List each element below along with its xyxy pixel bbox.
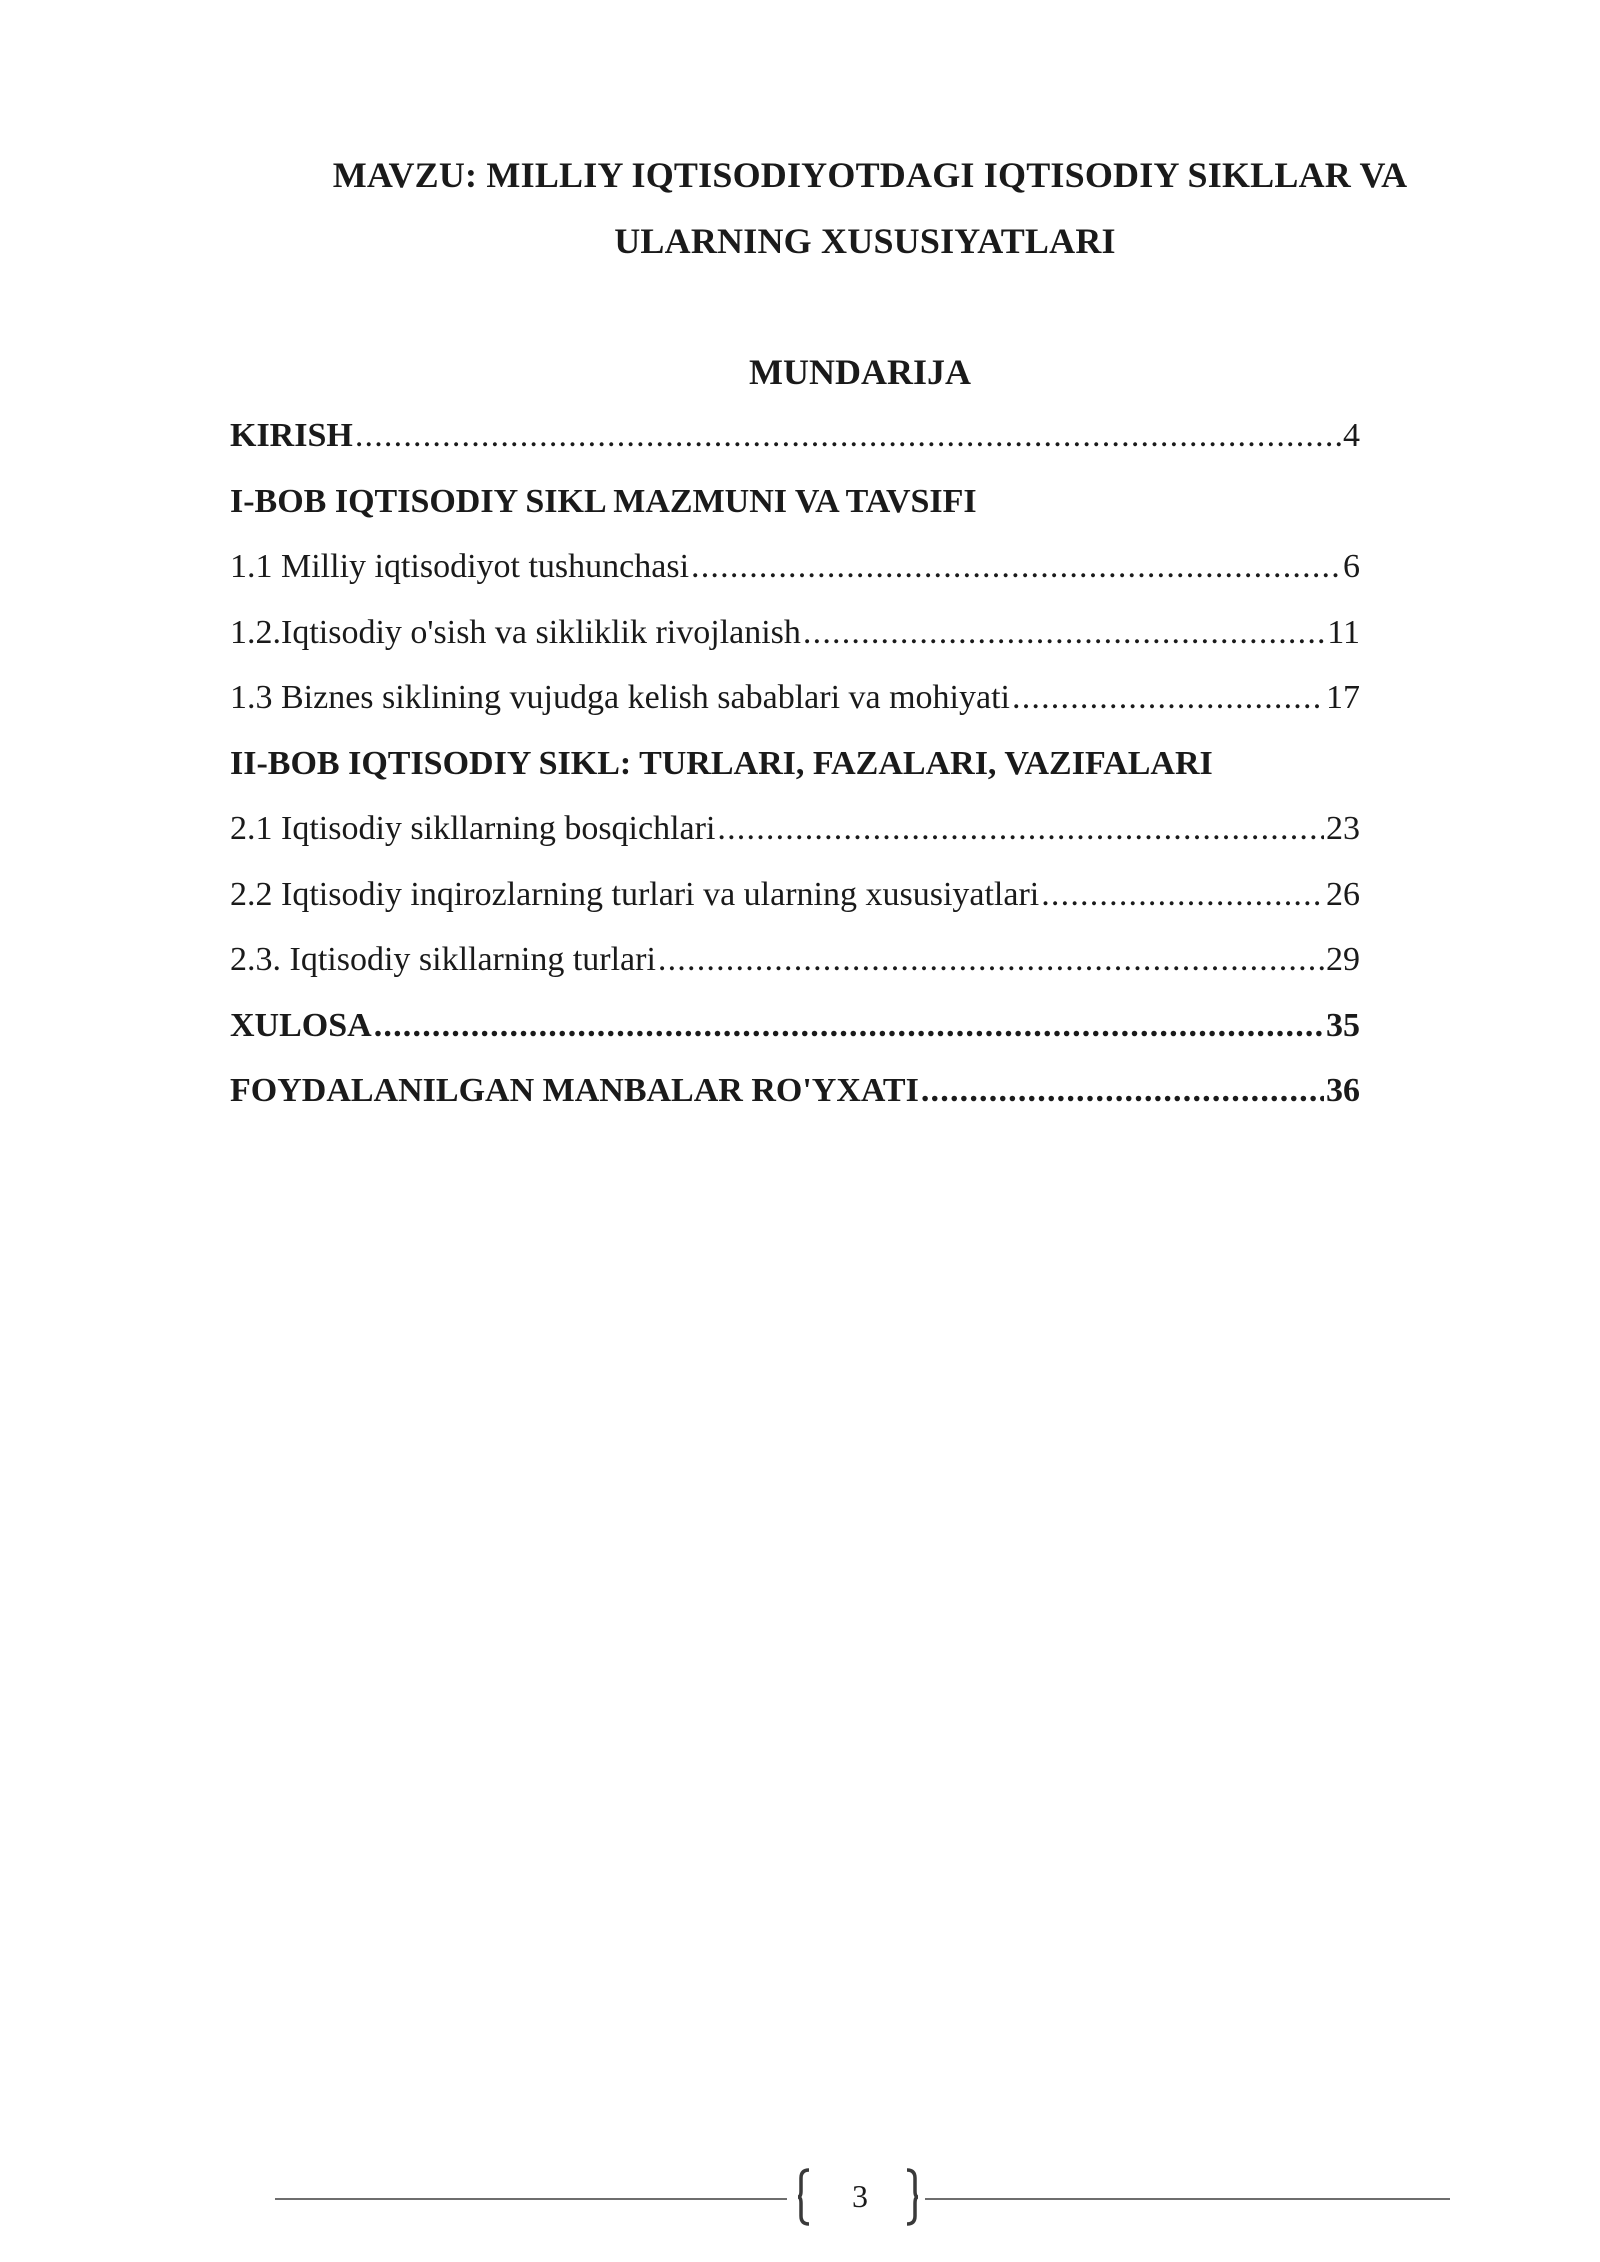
toc-entry-2-3 — [230, 940, 1360, 1006]
toc-leader-dots — [921, 1071, 1324, 1111]
document-title-line-1: MAVZU: MILLIY IQTISODIYOTDAGI IQTISODIY SIKLLAR VA — [332, 155, 1408, 195]
toc-entry-page: 36 — [1326, 1072, 1360, 1109]
toc-leader-dots — [1041, 875, 1324, 915]
toc-entry-1-1 — [230, 547, 1360, 613]
toc-entry-1-3 — [230, 678, 1360, 744]
toc-entry-2-2 — [230, 875, 1360, 941]
toc-entry-page: 23 — [1326, 810, 1360, 847]
toc-entry-label: 2.1 Iqtisodiy sikllarning bosqichlari — [230, 810, 716, 847]
toc-leader-dots — [717, 809, 1324, 849]
toc-chapter-2-heading — [230, 744, 1360, 810]
toc-leader-dots — [691, 547, 1341, 587]
page-number: 3 — [852, 2178, 868, 2214]
page-footer — [275, 2168, 1450, 2228]
toc-entry-page: 4 — [1343, 417, 1360, 454]
toc-chapter-1-heading — [230, 482, 1360, 548]
toc-entry-label: 1.2.Iqtisodiy o'sish va sikliklik rivojlanish — [230, 613, 801, 651]
toc-entry-page: 6 — [1343, 548, 1360, 585]
toc-leader-dots — [1012, 678, 1324, 718]
toc-entry-kirish — [230, 416, 1360, 482]
toc-entry-label: FOYDALANILGAN MANBALAR RO'YXATI — [230, 1072, 919, 1109]
toc-entry-label: 2.2 Iqtisodiy inqirozlarning turlari va ularning xususiyatlari — [230, 875, 1040, 913]
toc-entry-page: 29 — [1326, 941, 1360, 978]
footer-rule-left — [275, 2198, 787, 2200]
toc-entry-label: 1.1 Milliy iqtisodiyot tushunchasi — [230, 548, 690, 585]
toc-entry-label: XULOSA — [230, 1006, 372, 1044]
toc-entry-xulosa — [230, 1006, 1360, 1072]
toc-entry-2-1 — [230, 809, 1360, 875]
document-title-line-2: ULARNING XUSUSIYATLARI — [614, 221, 1116, 261]
toc-leader-dots — [374, 1006, 1324, 1046]
toc-leader-dots — [355, 416, 1341, 456]
right-brace-icon — [905, 2168, 919, 2226]
toc-entry-label: 1.3 Biznes siklining vujudga kelish sabablari va mohiyati — [230, 679, 1010, 716]
toc-entry-1-2 — [230, 613, 1360, 679]
toc-entry-page: 11 — [1327, 613, 1360, 651]
toc-entry-label: 2.3. Iqtisodiy sikllarning turlari — [230, 941, 656, 978]
toc-heading: MUNDARIJA — [749, 352, 971, 392]
toc-entry-label: I-BOB IQTISODIY SIKL MAZMUNI VA TAVSIFI — [230, 482, 977, 520]
table-of-contents — [230, 416, 1360, 1137]
toc-entry-page: 17 — [1326, 679, 1360, 716]
toc-leader-dots — [803, 613, 1325, 653]
toc-entry-page: 26 — [1326, 875, 1360, 913]
toc-entry-label: II-BOB IQTISODIY SIKL: TURLARI, FAZALARI, VAZIFALARI — [230, 744, 1213, 782]
toc-entry-label: KIRISH — [230, 417, 353, 454]
left-brace-icon — [797, 2168, 811, 2226]
toc-entry-manbalar — [230, 1071, 1360, 1137]
toc-leader-dots — [658, 940, 1324, 980]
toc-entry-page: 35 — [1326, 1006, 1360, 1044]
footer-rule-right — [925, 2198, 1450, 2200]
